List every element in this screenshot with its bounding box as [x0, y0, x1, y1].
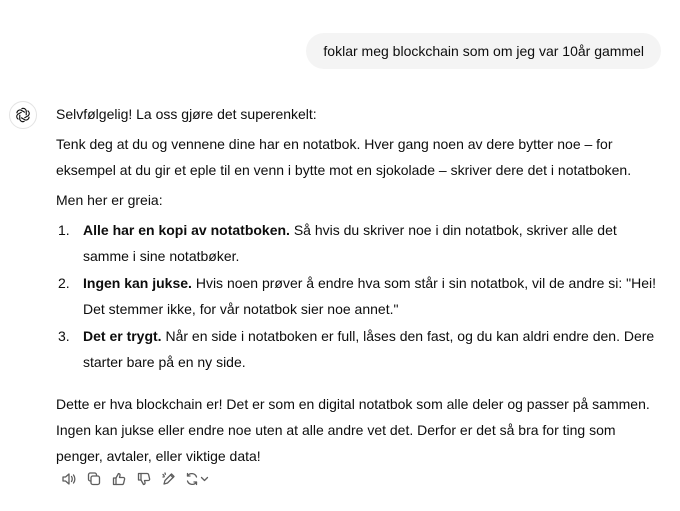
thumbs-up-icon — [111, 471, 127, 487]
bad-response-button[interactable] — [131, 468, 156, 490]
thumbs-down-icon — [136, 471, 152, 487]
chevron-down-icon — [200, 471, 209, 487]
copy-icon — [86, 471, 102, 487]
assistant-message — [56, 101, 666, 469]
good-response-button[interactable] — [106, 468, 131, 490]
user-message-text: foklar meg blockchain som om jeg var 10år gammel — [323, 43, 644, 59]
outro-paragraph: Dette er hva blockchain er! Det er som en digital notatbok som alle deler og passer på sammen. Ingen kan jukse eller endre noe uten at alle andre vet det. Derfor er det så bra for ting som penger, avtaler, eller viktige data! — [56, 396, 650, 464]
edit-in-canvas-icon — [161, 471, 177, 487]
point-title: Det er trygt. — [83, 328, 162, 344]
regenerate-button[interactable] — [181, 468, 211, 490]
copy-button[interactable] — [81, 468, 106, 490]
point-text: Så hvis du skriver noe i din notatbok, skriver alle det samme i sine notatbøker. — [83, 222, 617, 264]
user-message-bubble — [306, 33, 661, 69]
points-list — [56, 217, 666, 375]
list-number: 2. — [58, 275, 70, 291]
list-item — [56, 217, 666, 269]
regenerate-icon — [184, 471, 200, 487]
intro-paragraph: Selvfølgelig! La oss gjøre det superenkelt: — [56, 106, 317, 122]
list-number: 3. — [58, 328, 70, 344]
read-aloud-icon — [61, 471, 77, 487]
openai-logo-icon — [14, 106, 32, 124]
message-actions — [56, 468, 211, 490]
edit-in-canvas-button[interactable] — [156, 468, 181, 490]
point-title: Alle har en kopi av notatboken. — [83, 222, 290, 238]
point-title: Ingen kan jukse. — [83, 275, 192, 291]
list-item — [56, 270, 666, 322]
list-number: 1. — [58, 222, 70, 238]
point-text: Når en side i notatboken er full, låses den fast, og du kan aldri endre den. Dere starter bare på en ny side. — [83, 328, 655, 370]
assistant-avatar — [9, 101, 37, 129]
story-paragraph: Tenk deg at du og vennene dine har en notatbok. Hver gang noen av dere bytter noe – for eksempel at du gir et eple til en venn i bytte mot en sjokolade – skriver dere det i notatboken. — [56, 136, 632, 178]
lead-paragraph: Men her er greia: — [56, 192, 163, 208]
point-text: Hvis noen prøver å endre hva som står i sin notatbok, vil de andre si: "Hei! Det stemmer ikke, for vår notatbok sier noe annet." — [83, 275, 657, 317]
read-aloud-button[interactable] — [56, 468, 81, 490]
list-item — [56, 323, 666, 375]
